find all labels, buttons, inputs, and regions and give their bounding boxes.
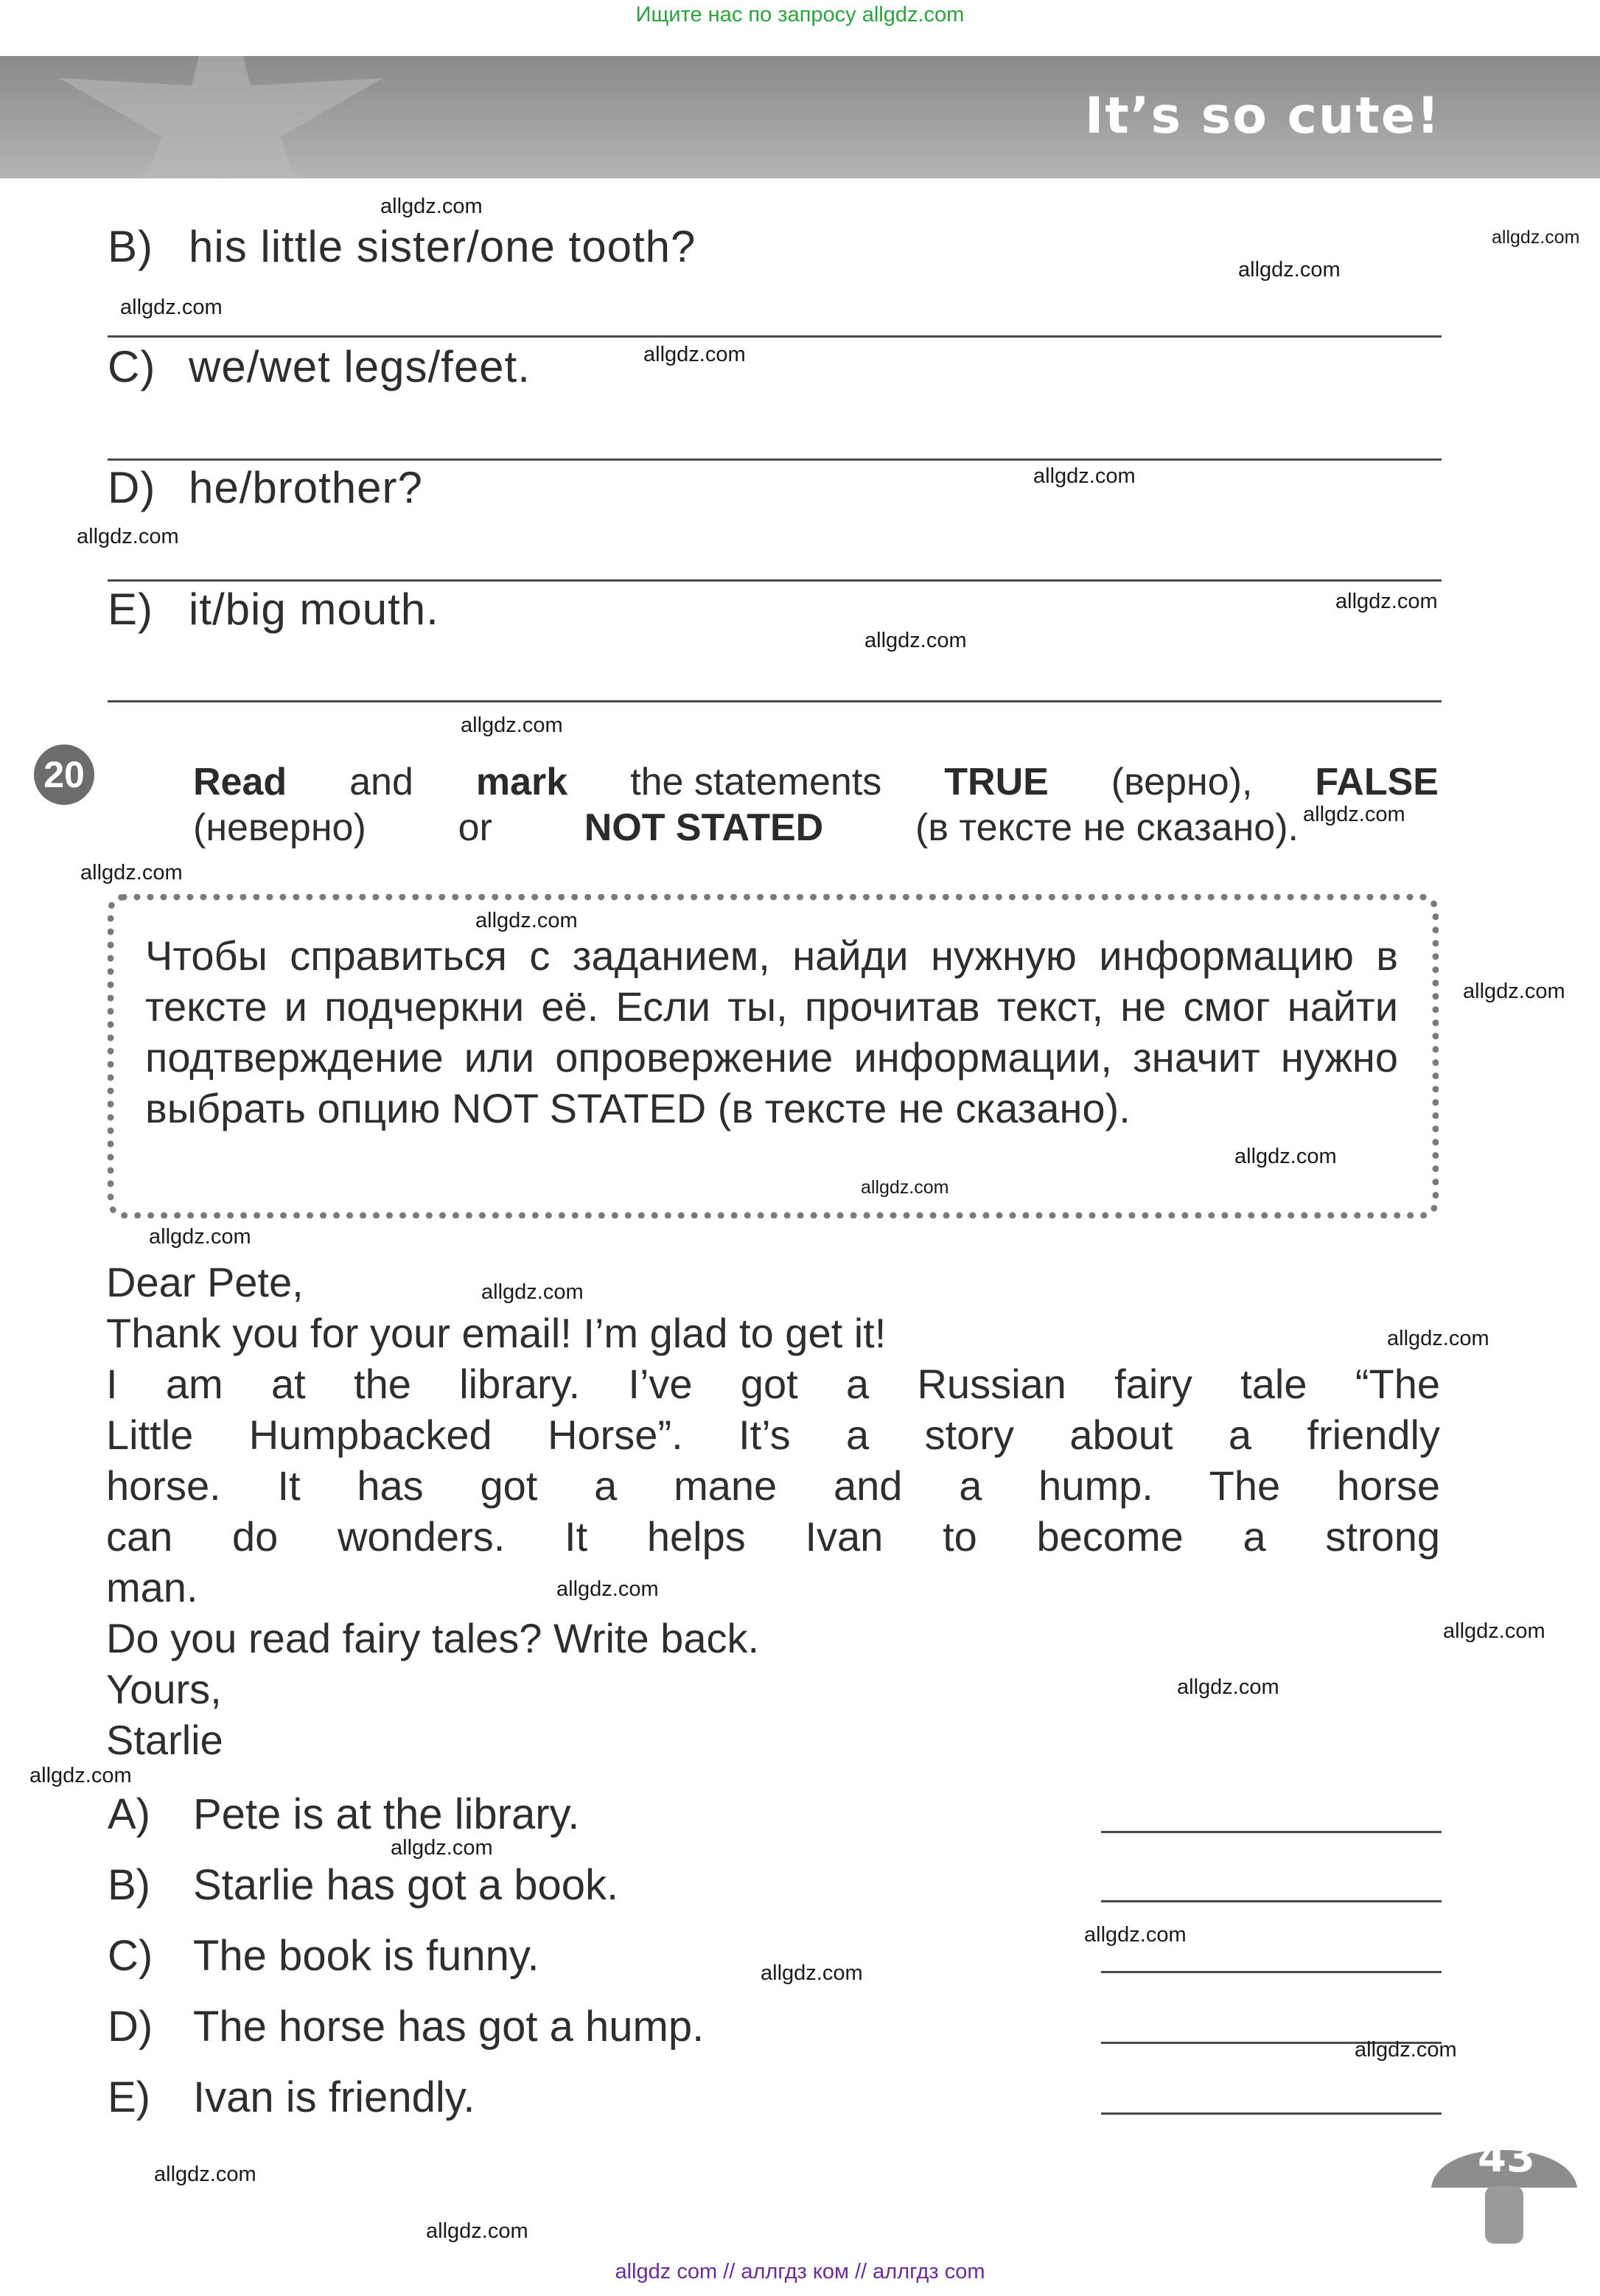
watermark: allgdz.com [556, 1577, 659, 1601]
answer-line[interactable] [108, 700, 1442, 702]
task-instruction [193, 759, 1439, 851]
instruction-true-ru: (верно), [1111, 761, 1253, 803]
watermark: allgdz.com [1335, 590, 1438, 613]
watermark: allgdz.com [1387, 1327, 1489, 1350]
ghost-text [737, 199, 765, 301]
statement-a [108, 1790, 579, 1839]
statement-e [108, 2073, 475, 2122]
watermark: allgdz.com [475, 909, 578, 932]
answer-line[interactable] [1101, 2112, 1442, 2115]
watermark: allgdz.com [77, 525, 179, 548]
top-site-link[interactable]: Ищите нас по запросу allgdz.com [635, 3, 965, 27]
instruction-false: FALSE [1315, 761, 1439, 803]
statement-c [108, 1931, 539, 1981]
letter-line: horse. It has got a mane and a hump. The horse [106, 1462, 1440, 1509]
statement-label: A) [108, 1790, 150, 1838]
letter-greeting: Dear Pete, [106, 1259, 304, 1305]
watermark: allgdz.com [1234, 1145, 1337, 1168]
statement-label: E) [108, 2073, 150, 2121]
watermark: allgdz.com [426, 2219, 528, 2243]
statement-text: The book is funny. [193, 1932, 539, 1980]
watermark: allgdz.com [761, 1961, 863, 1985]
page-title: It’s so cute! [1084, 87, 1441, 145]
star-decoration-icon [0, 56, 442, 178]
letter-signature: Starlie [106, 1717, 223, 1763]
watermark: allgdz.com [1238, 258, 1341, 282]
instruction-or: or [458, 806, 492, 849]
footer-links[interactable]: allgdz com // аллгдз ком // аллгдз com [615, 2260, 985, 2283]
question-label: E) [108, 585, 153, 634]
statement-label: C) [108, 1932, 153, 1980]
watermark: allgdz.com [154, 2163, 256, 2186]
watermark: allgdz.com [1177, 1675, 1279, 1699]
instruction-the-statements: the statements [630, 761, 882, 803]
statement-text: Starlie has got a book. [193, 1861, 619, 1909]
question-text: we/wet legs/feet. [189, 342, 531, 391]
task-number-badge: 20 [34, 744, 94, 805]
statement-text: Pete is at the library. [193, 1790, 580, 1838]
answer-line[interactable] [108, 579, 1442, 582]
question-label: B) [108, 222, 153, 271]
question-text: his little sister/one tooth? [189, 222, 696, 271]
question-text: it/big mouth. [189, 585, 439, 634]
question-e [108, 584, 439, 635]
tip-text: Чтобы справиться с заданием, найди нужную информацию в тексте и подчеркни её. Если ты, прочитав текст, не смог найти подтверждение или опровержение информации, значит нужно выбрать опцию NOT STATED (в тексте не сказано). [145, 932, 1398, 1131]
watermark: allgdz.com [1443, 1619, 1545, 1643]
watermark: allgdz.com [380, 195, 483, 218]
question-label: D) [108, 463, 156, 512]
watermark: allgdz.com [861, 1177, 949, 1198]
question-d [108, 462, 423, 513]
watermark: allgdz.com [391, 1836, 493, 1860]
answer-line[interactable] [1101, 1831, 1442, 1833]
watermark: allgdz.com [461, 713, 563, 737]
watermark: allgdz.com [1033, 464, 1136, 488]
question-text: he/brother? [189, 463, 423, 512]
question-b [108, 221, 696, 272]
letter-line: can do wonders. It helps Ivan to become a strong [106, 1513, 1440, 1560]
answer-line[interactable] [1101, 1900, 1442, 1902]
watermark: allgdz.com [120, 296, 223, 319]
watermark: allgdz.com [1084, 1923, 1187, 1947]
letter-line: Little Humpbacked Horse”. It’s a story about a friendly [106, 1412, 1440, 1458]
letter-closing: Yours, [106, 1666, 222, 1712]
watermark: allgdz.com [1463, 980, 1565, 1003]
question-label: C) [108, 342, 156, 391]
instruction-mark: mark [475, 761, 568, 803]
answer-line[interactable] [1101, 1971, 1442, 1973]
watermark: allgdz.com [29, 1764, 132, 1787]
question-c [108, 341, 531, 392]
watermark: allgdz.com [1355, 2038, 1457, 2062]
statement-label: B) [108, 1861, 150, 1909]
answer-line[interactable] [108, 335, 1442, 338]
watermark: allgdz.com [149, 1225, 251, 1249]
watermark: allgdz.com [481, 1280, 584, 1304]
instruction-read: Read [193, 761, 287, 803]
letter-line: Thank you for your email! I’m glad to get it! [106, 1310, 887, 1356]
instruction-not-stated: NOT STATED [584, 806, 824, 849]
statement-b [108, 1860, 618, 1910]
watermark: allgdz.com [1492, 227, 1580, 248]
instruction-not-stated-ru: (в тексте не сказано). [915, 806, 1299, 849]
statement-label: D) [108, 2003, 153, 2051]
statement-text: Ivan is friendly. [193, 2073, 475, 2121]
watermark: allgdz.com [643, 343, 746, 366]
letter-line: Do you read fairy tales? Write back. [106, 1615, 760, 1661]
watermark: allgdz.com [864, 629, 967, 652]
instruction-true: TRUE [944, 761, 1049, 803]
page-number: 43 [1478, 2134, 1535, 2182]
instruction-false-ru: (неверно) [193, 806, 366, 849]
watermark: allgdz.com [80, 861, 183, 884]
answer-line[interactable] [108, 458, 1442, 461]
instruction-and: and [349, 761, 413, 803]
letter-line: I am at the library. I’ve got a Russian fairy tale “The [106, 1361, 1440, 1407]
statement-text: The horse has got a hump. [193, 2003, 705, 2051]
statement-d [108, 2002, 704, 2051]
letter-line: man. [106, 1564, 198, 1611]
watermark: allgdz.com [1303, 803, 1405, 826]
